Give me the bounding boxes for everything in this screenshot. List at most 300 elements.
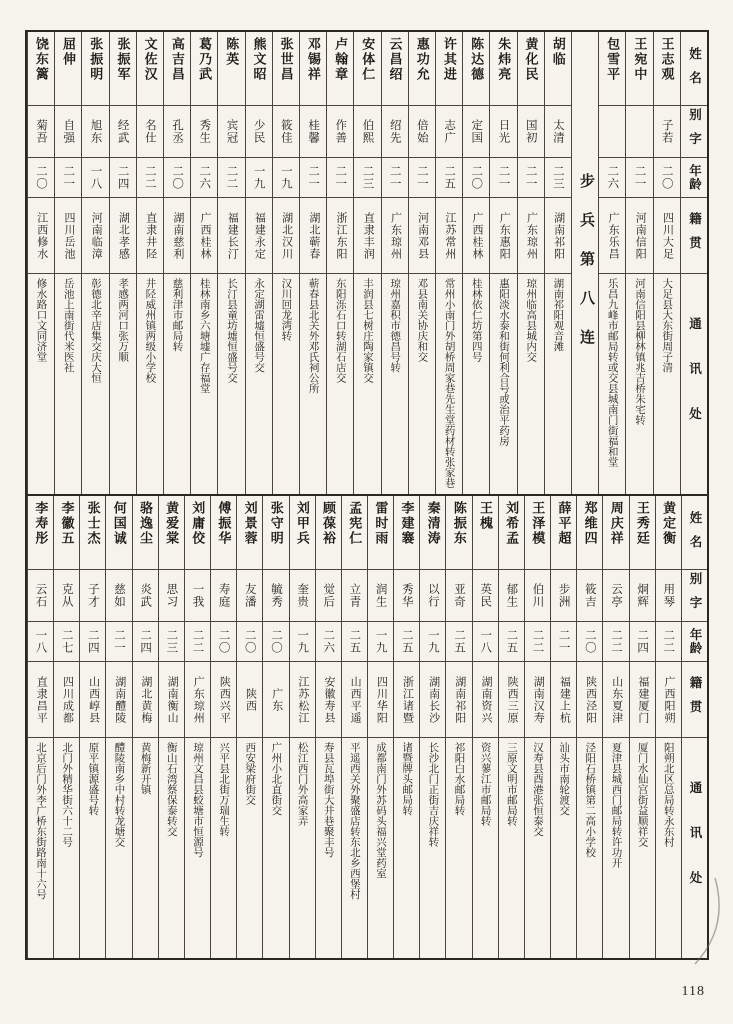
person-native-place-cell (263, 662, 288, 738)
person-name-cell (82, 32, 108, 106)
person-name-cell (164, 32, 190, 106)
person-age: 一八 (34, 629, 47, 654)
person-column (184, 496, 210, 958)
person-address-cell (463, 274, 489, 494)
person-native-place-cell (159, 662, 184, 738)
person-native-place: 河南临漳 (90, 211, 103, 260)
person-native-place-cell (211, 662, 236, 738)
person-address: 乐昌九峰市邮局转或交县城南门街福和堂 (606, 278, 618, 467)
person-native-place: 直隶井陉 (144, 211, 157, 260)
person-courtesy-name-cell (137, 106, 163, 158)
person-native-place: 湖南衡山 (166, 675, 179, 724)
person-address: 阳朔北区总局转永东村 (662, 742, 674, 847)
person-native-place-cell (630, 662, 655, 738)
person-name-cell (185, 496, 210, 570)
person-address-cell (273, 274, 299, 494)
person-name-cell (446, 496, 471, 570)
person-native-place-cell (28, 198, 54, 274)
person-age-cell (368, 622, 393, 662)
person-courtesy-name-cell (436, 106, 462, 158)
person-courtesy-name: 桂馨 (307, 119, 320, 144)
person-courtesy-name-cell (342, 570, 367, 622)
person-age-cell (28, 622, 53, 662)
person-courtesy-name-cell (82, 106, 108, 158)
person-age-cell (545, 158, 571, 198)
person-native-place: 湖北蕲春 (307, 211, 320, 260)
person-address: 岳池上南街代米医社 (62, 278, 74, 373)
person-courtesy-name: 亚奇 (453, 583, 466, 608)
person-column (602, 496, 628, 958)
person-name-cell (654, 32, 680, 106)
person-native-place: 广西桂林 (199, 211, 212, 260)
person-name-cell (137, 32, 163, 106)
person-name: 骆逸尘 (137, 501, 153, 546)
header-age: 年龄 (681, 158, 707, 198)
person-native-place-cell (463, 198, 489, 274)
person-age: 二四 (139, 629, 152, 654)
person-column (136, 32, 163, 494)
person-native-place: 直隶丰润 (362, 211, 375, 260)
person-courtesy-name: 筱吉 (583, 583, 596, 608)
person-name-cell (409, 32, 435, 106)
person-age: 二二 (225, 165, 238, 190)
person-age: 一九 (374, 629, 387, 654)
person-name: 王槐 (477, 501, 493, 531)
person-age: 二一 (334, 165, 347, 190)
person-age: 二六 (322, 629, 335, 654)
person-native-place: 四川大足 (661, 211, 674, 260)
person-column (27, 32, 54, 494)
person-address-cell (409, 274, 435, 494)
person-native-place: 直隶昌平 (35, 675, 48, 724)
person-name: 高吉昌 (169, 37, 185, 82)
person-address: 成都南门外苏码头福兴堂药室 (375, 742, 387, 879)
person-column (408, 32, 435, 494)
person-column (353, 32, 380, 494)
person-age-cell (626, 158, 652, 198)
person-courtesy-name-cell (409, 106, 435, 158)
person-native-place-cell (394, 662, 419, 738)
person-name: 刘庸佼 (190, 501, 206, 546)
person-name-cell (316, 496, 341, 570)
person-name-cell (106, 496, 131, 570)
person-native-place-cell (290, 662, 315, 738)
person-name-cell (28, 496, 53, 570)
person-courtesy-name: 以行 (426, 583, 439, 608)
person-native-place-cell (409, 198, 435, 274)
person-name: 包雪平 (605, 37, 621, 82)
person-name: 张士杰 (85, 501, 101, 546)
person-native-place: 湖南祁阳 (453, 675, 466, 724)
person-courtesy-name: 子若 (660, 119, 673, 144)
person-address-cell (446, 738, 471, 958)
person-native-place-cell (237, 662, 262, 738)
person-native-place-cell (342, 662, 367, 738)
person-address: 琼州文昌县蛟塘市恒源号 (191, 742, 203, 858)
person-name-cell (490, 32, 516, 106)
person-age-cell (603, 622, 628, 662)
person-column (419, 496, 445, 958)
person-native-place-cell (137, 198, 163, 274)
person-native-place-cell (626, 198, 652, 274)
person-courtesy-name: 立青 (348, 583, 361, 608)
person-name: 黄化民 (523, 37, 539, 82)
person-age: 二三 (551, 165, 564, 190)
person-name-cell (246, 32, 272, 106)
person-name: 熊文昭 (251, 37, 267, 82)
person-age-cell (263, 622, 288, 662)
person-native-place-cell (654, 198, 680, 274)
person-courtesy-name-cell (273, 106, 299, 158)
person-address: 修水路口文同济堂 (35, 278, 47, 362)
person-age: 二二 (191, 629, 204, 654)
person-age: 二三 (361, 165, 374, 190)
person-age: 二〇 (35, 165, 48, 190)
person-native-place-cell (133, 662, 158, 738)
person-courtesy-name: 秀生 (198, 119, 211, 144)
person-address-cell (327, 274, 353, 494)
person-name-cell (630, 496, 655, 570)
person-age-cell (499, 622, 524, 662)
person-name: 黄定衡 (661, 501, 677, 546)
person-age: 二二 (609, 629, 622, 654)
person-native-place-cell (164, 198, 190, 274)
person-native-place-cell (316, 662, 341, 738)
person-column (289, 496, 315, 958)
person-age-cell (518, 158, 544, 198)
person-address-cell (577, 738, 602, 958)
person-name: 刘希孟 (504, 501, 520, 546)
person-native-place: 山西崞县 (87, 675, 100, 724)
header-native-place: 籍贯 (682, 662, 707, 738)
person-courtesy-name-cell (211, 570, 236, 622)
person-address: 祁阳白水邮局转 (453, 742, 465, 816)
person-courtesy-name-cell (55, 106, 81, 158)
person-name: 陈振东 (451, 501, 467, 546)
person-age-cell (394, 622, 419, 662)
person-address: 东阳泺石口转湖石店交 (334, 278, 346, 383)
person-address-cell (316, 738, 341, 958)
person-column (625, 32, 652, 494)
person-name-cell (133, 496, 158, 570)
person-native-place-cell (191, 198, 217, 274)
person-courtesy-name: 菊吾 (35, 119, 48, 144)
person-column (381, 32, 408, 494)
person-address: 琼州嘉积市德昌号转 (389, 278, 401, 373)
roster-table-bottom (27, 496, 707, 958)
person-courtesy-name: 太清 (551, 119, 564, 144)
person-age-cell (218, 158, 244, 198)
person-address-cell (525, 738, 550, 958)
person-age: 二一 (415, 165, 428, 190)
person-courtesy-name-cell (263, 570, 288, 622)
person-native-place-cell (490, 198, 516, 274)
person-name: 陈达德 (469, 37, 485, 82)
person-courtesy-name-cell (218, 106, 244, 158)
person-name-cell (327, 32, 353, 106)
person-column (544, 32, 571, 494)
person-age: 二一 (557, 629, 570, 654)
person-address-cell (551, 738, 576, 958)
person-name-cell (55, 32, 81, 106)
person-address: 原平镇源盛号转 (87, 742, 99, 816)
person-address: 平遥西关外聚盛店转东北乡西堡村 (348, 742, 360, 900)
column-header-top (680, 32, 707, 494)
person-column (653, 32, 680, 494)
person-address: 夏津县城西门邮局转许功开 (610, 742, 622, 868)
person-address: 彰德北辛店集交庆大恒 (89, 278, 101, 383)
person-age-cell (246, 158, 272, 198)
person-courtesy-name: 炯辉 (636, 583, 649, 608)
person-address: 桂林依仁坊第四号 (470, 278, 482, 362)
person-native-place-cell (656, 662, 681, 738)
person-native-place-cell (300, 198, 326, 274)
person-address: 衡山石湾蔡保泰转交 (165, 742, 177, 837)
header-native-place: 籍贯 (681, 198, 707, 274)
person-name-cell (368, 496, 393, 570)
person-native-place-cell (354, 198, 380, 274)
person-courtesy-name-cell (656, 570, 681, 622)
person-column (326, 32, 353, 494)
person-courtesy-name-cell (133, 570, 158, 622)
person-column (517, 32, 544, 494)
person-address: 汕头市南轮渡交 (558, 742, 570, 816)
person-address-cell (218, 274, 244, 494)
person-column (27, 496, 53, 958)
person-column (81, 32, 108, 494)
person-age-cell (599, 158, 625, 198)
person-address-cell (626, 274, 652, 494)
person-address-cell (420, 738, 445, 958)
person-courtesy-name: 少民 (252, 119, 265, 144)
person-address-cell (342, 738, 367, 958)
person-address: 琼州临高县城内交 (525, 278, 537, 362)
person-name: 顾葆裕 (321, 501, 337, 546)
person-courtesy-name-cell (80, 570, 105, 622)
person-courtesy-name: 觉后 (322, 583, 335, 608)
person-courtesy-name-cell (446, 570, 471, 622)
person-column (598, 32, 625, 494)
person-name-cell (463, 32, 489, 106)
person-native-place: 广东琼州 (389, 211, 402, 260)
person-name-cell (420, 496, 445, 570)
person-age: 一九 (252, 165, 265, 190)
header-name: 姓名 (682, 496, 707, 570)
person-courtesy-name-cell (110, 106, 136, 158)
person-age-cell (463, 158, 489, 198)
person-address-cell (545, 274, 571, 494)
person-address-cell (246, 274, 272, 494)
person-native-place-cell (185, 662, 210, 738)
person-native-place-cell (577, 662, 602, 738)
person-native-place: 广东乐昌 (607, 211, 620, 260)
person-age: 二五 (400, 629, 413, 654)
person-native-place-cell (518, 198, 544, 274)
person-courtesy-name: 名仕 (143, 119, 156, 144)
person-age: 二五 (348, 629, 361, 654)
person-courtesy-name-cell (28, 570, 53, 622)
person-age-cell (54, 622, 79, 662)
page-frame (25, 30, 709, 960)
person-courtesy-name: 经武 (116, 119, 129, 144)
person-address: 桂林南乡六塘墟广存福堂 (198, 278, 210, 394)
person-native-place: 四川成都 (61, 675, 74, 724)
person-age: 二〇 (583, 629, 596, 654)
person-courtesy-name-cell (525, 570, 550, 622)
person-address-cell (191, 274, 217, 494)
person-name: 秦清涛 (425, 501, 441, 546)
person-age-cell (106, 622, 131, 662)
person-name-cell (342, 496, 367, 570)
person-native-place-cell (246, 198, 272, 274)
person-courtesy-name-cell (164, 106, 190, 158)
person-native-place-cell (55, 198, 81, 274)
person-courtesy-name: 子才 (86, 583, 99, 608)
person-courtesy-name: 国初 (524, 119, 537, 144)
person-name: 惠功允 (414, 37, 430, 82)
person-courtesy-name: 秀华 (400, 583, 413, 608)
person-address: 西安梁府街交 (244, 742, 256, 805)
person-address-cell (159, 738, 184, 958)
person-name: 王秀廷 (634, 501, 650, 546)
person-name: 张世昌 (278, 37, 294, 82)
person-address-cell (185, 738, 210, 958)
person-age: 二〇 (660, 165, 673, 190)
person-courtesy-name-cell (420, 570, 445, 622)
person-address-cell (137, 274, 163, 494)
person-age-cell (551, 622, 576, 662)
person-courtesy-name-cell (191, 106, 217, 158)
person-name-cell (110, 32, 136, 106)
person-native-place: 浙江东阳 (335, 211, 348, 260)
person-courtesy-name: 定国 (470, 119, 483, 144)
person-courtesy-name-cell (246, 106, 272, 158)
person-courtesy-name: 云石 (34, 583, 47, 608)
person-courtesy-name-cell (463, 106, 489, 158)
person-native-place-cell (603, 662, 628, 738)
person-native-place-cell (473, 662, 498, 738)
person-native-place: 安徽寿县 (323, 675, 335, 724)
person-native-place: 湖南醴陵 (113, 675, 126, 724)
person-native-place-cell (545, 198, 571, 274)
person-age: 二二 (143, 165, 156, 190)
person-name: 葛乃武 (197, 37, 213, 82)
person-courtesy-name-cell (626, 106, 652, 158)
person-column (629, 496, 655, 958)
person-age-cell (446, 622, 471, 662)
person-native-place-cell (382, 198, 408, 274)
person-column (393, 496, 419, 958)
person-address: 慈利津市邮局转 (171, 278, 183, 352)
person-name: 黄爱棠 (164, 501, 180, 546)
person-name: 雷时雨 (373, 501, 389, 546)
person-address: 常州小南门外胡桥周家巷先生堂药材转张家巷 (443, 278, 455, 488)
section-title: 步兵第八连 (577, 172, 594, 368)
person-courtesy-name-cell (518, 106, 544, 158)
person-name-cell (218, 32, 244, 106)
person-column (54, 32, 81, 494)
person-name: 云昌绍 (387, 37, 403, 82)
person-courtesy-name: 筱佳 (279, 119, 292, 144)
person-name-cell (499, 496, 524, 570)
person-address: 大足县大东街周子清 (661, 278, 673, 373)
person-address-cell (599, 274, 625, 494)
person-native-place: 陕西兴平 (218, 675, 231, 724)
person-courtesy-name: 宾冠 (225, 119, 238, 144)
person-courtesy-name-cell (551, 570, 576, 622)
person-age: 一九 (296, 629, 309, 654)
person-name-cell (263, 496, 288, 570)
person-address: 长沙北门正街吉庆祥转 (427, 742, 439, 847)
person-address: 三原文明市邮局转 (505, 742, 517, 826)
person-column (132, 496, 158, 958)
person-age: 二四 (86, 629, 99, 654)
person-courtesy-name-cell (630, 570, 655, 622)
person-name-cell (159, 496, 184, 570)
section-title-column (571, 32, 598, 494)
person-name-cell (394, 496, 419, 570)
person-age-cell (436, 158, 462, 198)
person-address: 汉川回龙湾转 (280, 278, 292, 341)
person-address-cell (300, 274, 326, 494)
person-age-cell (342, 622, 367, 662)
person-age-cell (525, 622, 550, 662)
person-name: 安体仁 (360, 37, 376, 82)
person-address-cell (436, 274, 462, 494)
person-address-cell (110, 274, 136, 494)
person-courtesy-name: 炎武 (139, 583, 152, 608)
person-column (498, 496, 524, 958)
person-column (262, 496, 288, 958)
person-native-place-cell (82, 198, 108, 274)
person-age: 二一 (307, 165, 320, 190)
person-age: 二二 (531, 629, 544, 654)
person-address: 广州小北直街交 (270, 742, 282, 816)
person-native-place-cell (436, 198, 462, 274)
person-age: 二〇 (243, 629, 256, 654)
person-age-cell (654, 158, 680, 198)
person-name-cell (656, 496, 681, 570)
person-age: 二五 (453, 629, 466, 654)
person-name-cell (273, 32, 299, 106)
person-age-cell (211, 622, 236, 662)
person-courtesy-name-cell (599, 106, 625, 158)
person-name-cell (626, 32, 652, 106)
person-age-cell (273, 158, 299, 198)
person-column (109, 32, 136, 494)
header-address: 通讯处 (687, 316, 702, 452)
person-address-cell (382, 274, 408, 494)
person-courtesy-name-cell (316, 570, 341, 622)
person-native-place-cell (106, 662, 131, 738)
person-name-cell (436, 32, 462, 106)
person-courtesy-name: 润生 (374, 583, 387, 608)
person-courtesy-name: 寿庭 (217, 583, 230, 608)
person-courtesy-name-cell (490, 106, 516, 158)
person-name: 张振军 (115, 37, 131, 82)
person-name-cell (237, 496, 262, 570)
person-native-place-cell (525, 662, 550, 738)
person-courtesy-name: 用琴 (662, 583, 675, 608)
person-name: 郑维四 (582, 501, 598, 546)
person-name: 孟宪仁 (347, 501, 363, 546)
person-native-place-cell (446, 662, 471, 738)
person-age: 二一 (524, 165, 537, 190)
person-age-cell (316, 622, 341, 662)
person-native-place-cell (28, 662, 53, 738)
person-name: 刘甲兵 (294, 501, 310, 546)
person-address-cell (368, 738, 393, 958)
